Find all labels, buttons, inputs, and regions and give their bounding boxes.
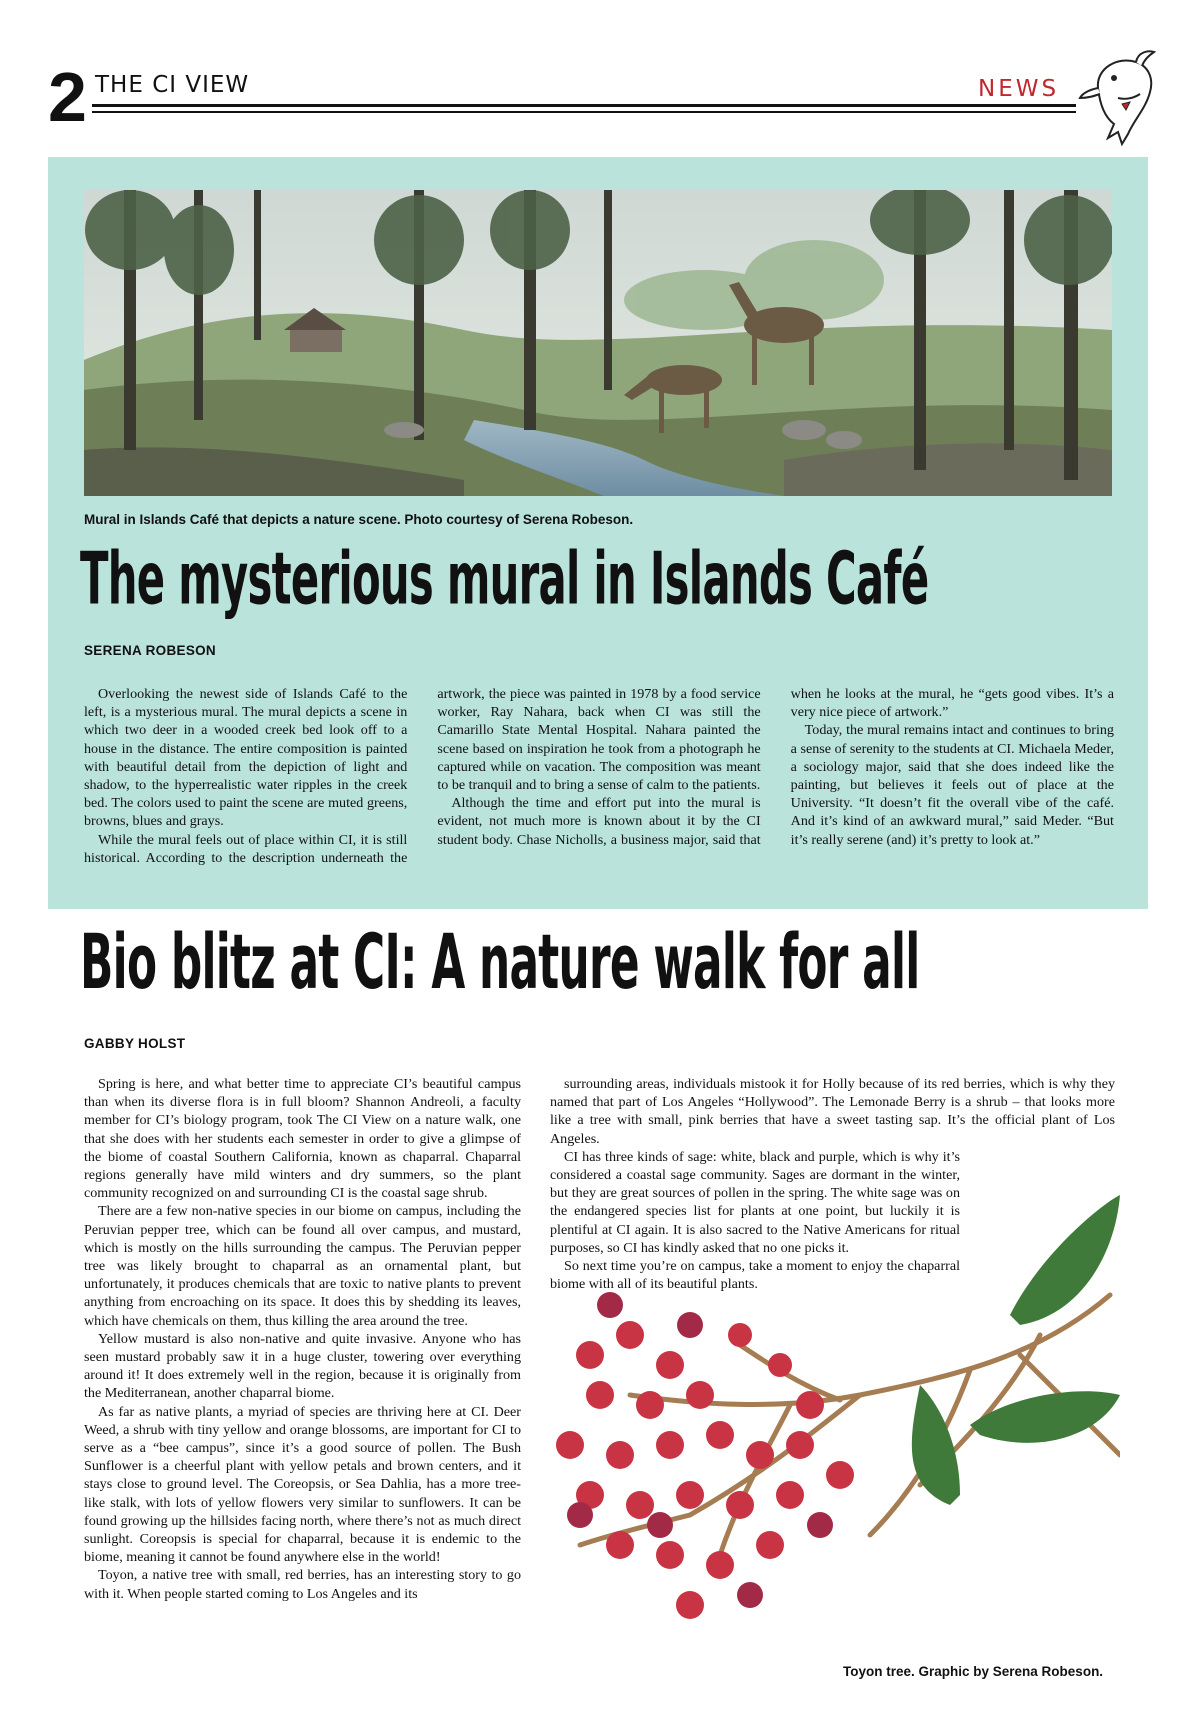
- article2-headline: Bio blitz at CI: A nature walk for all: [80, 918, 920, 1007]
- article1-paragraph: While the mural feels out of place within CI, it is still historical. According to the description underneath the artwork, the piece was painted in 1978 by a food service worker, Ray Nahara, back when CI was still the Camarillo State Mental Hospital. Nahara painted the scene based on inspiration he took from a photograph he captured while on vacation. The composition was meant to be tranquil and to bring a sense of calm to the patients.: [84, 686, 761, 866]
- article2-paragraph: As far as native plants, a myriad of species are thriving here at CI. Deer Weed, a shrub with tiny yellow and orange blossoms, are important for CI to serve as a “bee campus”, since it’s a good source of pollen. The Bush Sunflower is a cheerful plant with yellow petals and brown centers, and it stays close to ground level. The Coreopsis, or Sea Dahlia, has a more tree-like stalk, with lots of yellow flowers very similar to sunflowers. It can be found growing up the hillsides facing north, where there’s not as much direct sunlight. Coreopsis is special for chaparral, because it is endemic to the biome, meaning it cannot be found anywhere else in the world!: [84, 1403, 521, 1566]
- article2-paragraph: Toyon, a native tree with small, red berries, has an interesting story to go with it. When people started coming to Los Angeles and its: [84, 1567, 521, 1602]
- article2-paragraph: Yellow mustard is also non-native and quite invasive. Anyone who has seen mustard probably saw it in a huge cluster, towering over everything around it! It does extremely well in the region, because it is originally from the Mediterranean, another chaparral biome.: [84, 1330, 521, 1402]
- article1-paragraph: Today, the mural remains intact and continues to bring a sense of serenity to the students at CI. Michaela Meder, a sociology major, said that she does indeed like the painting, but believes it feels out of place at the University. “It doesn’t fit the overall vibe of the café. And it’s kind of an awkward mural,” said Meder. “But it’s really serene (and) it’s pretty to look at.”: [790, 722, 1114, 848]
- paper-name: THE CI VIEW: [95, 72, 250, 98]
- page-number: 2: [48, 58, 87, 136]
- header-rule-thin: [92, 111, 1076, 113]
- article2-paragraph: Spring is here, and what better time to appreciate CI’s beautiful campus than when its diverse flora is in full bloom? Shannon Andreoli, a faculty member for CI’s biology program, took The CI View on a nature walk, one that she does with her students each semester in order to give a glimpse of the biome of coastal Southern California, known as chaparral. Chaparral regions generally have mild winters and dry summers, so the plant community recognized on and surrounding CI is the coastal sage shrub.: [84, 1076, 521, 1202]
- article1-byline: SERENA ROBESON: [84, 643, 216, 658]
- article1-paragraph: Although the time and effort put into the mural is evident, not much more is known about it by the CI student body. Chase Nicholls, a business major, said that when he looks at the mural, he “gets good vibes. It’s a very nice piece of artwork.”: [437, 686, 1114, 848]
- article2-paragraph: surrounding areas, individuals mistook it for Holly because of its red berries, which is why they named that part of Los Angeles “Hollywood”. The Lemonade Berry is a shrub – that looks more like a tree with small, pink berries that have a sweet tasting sap. It’s the official plant of Los Angeles.: [550, 1076, 1115, 1147]
- berries-caption: Toyon tree. Graphic by Serena Robeson.: [843, 1664, 1104, 1679]
- article1-headline: The mysterious mural in Islands Café: [80, 535, 929, 621]
- article2-column-left: [84, 1075, 521, 1603]
- article2-paragraph: There are a few non-native species in our biome on campus, including the Peruvian pepper tree, which can be found all over campus, and mustard, which is mostly on the hills surrounding the campus. The Peruvian pepper tree was likely brought to chaparral as an ornamental plant, but unfortunately, it produces chemicals that are toxic to native plants to prevent anything from encroaching on its space. It does this by shedding its leaves, which have chemicals on them, thus killing the area around the tree.: [84, 1203, 521, 1329]
- article2-paragraph: CI has three kinds of sage: white, black and purple, which is why it’s considered a coastal sage community. Sages are dormant in the winter, but they are great sources of pollen in the spring. The white sage was on the endangered species list for plants at one point, but luckily it is plentiful at CI again. It is also sacred to the Native Americans for ritual purposes, so CI has kindly asked that no one picks it.: [550, 1148, 960, 1256]
- article2-byline: GABBY HOLST: [84, 1036, 186, 1051]
- mural-photo: [84, 190, 1112, 496]
- article1-paragraph: Overlooking the newest side of Islands Café to the left, is a mysterious mural. The mural depicts a scene in which two deer in a wooded creek bed look off to a house in the distance. The entire composition is painted with beautiful detail from the depiction of light and shadow, to the hyperrealistic water ripples in the creek bed. The colors used to paint the scene are muted greens, browns, blues and grays.: [84, 686, 408, 830]
- article2-column-right: [550, 1075, 1115, 1293]
- article2-paragraph: So next time you’re on campus, take a moment to enjoy the chaparral biome with all of its beautiful plants.: [550, 1258, 960, 1293]
- mural-caption: Mural in Islands Café that depicts a nature scene. Photo courtesy of Serena Robeson.: [84, 512, 634, 527]
- section-label: NEWS: [978, 76, 1060, 102]
- header-rule: [92, 104, 1076, 107]
- article1-body: [84, 685, 1114, 867]
- dolphin-mascot-icon: [1078, 48, 1168, 148]
